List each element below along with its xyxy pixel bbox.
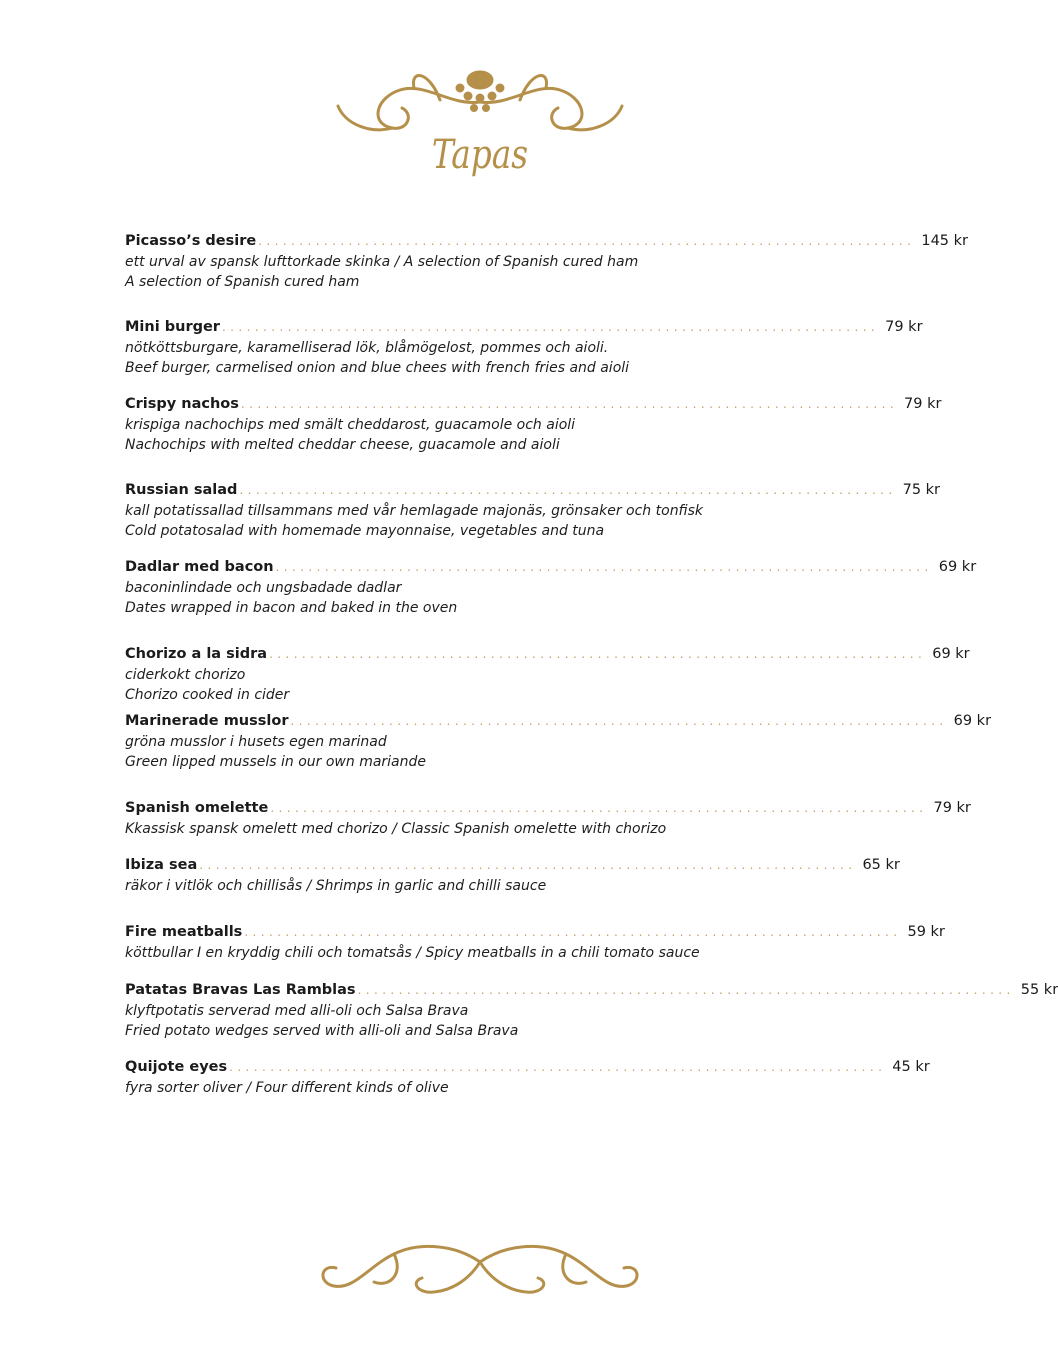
item-name: Mini burger xyxy=(125,319,220,335)
page-title: Tapas xyxy=(431,132,529,178)
leader-dots: ................................................................................ xyxy=(240,397,899,411)
item-description: Dates wrapped in bacon and baked in the oven xyxy=(125,599,458,616)
item-description: fyra sorter oliver / Four different kinds of olive xyxy=(125,1080,449,1096)
menu-item xyxy=(125,396,942,455)
item-name: Crispy nachos xyxy=(125,396,239,412)
menu-item xyxy=(125,800,971,840)
leader-dots: ................................................................................ xyxy=(244,925,902,939)
ornament-top-icon xyxy=(330,62,630,140)
leader-dots: ................................................................................ xyxy=(221,320,880,334)
item-description: Green lipped mussels in our own mariande xyxy=(125,753,427,770)
ornament-bottom-icon xyxy=(314,1238,646,1310)
item-description: Kkassisk spansk omelett med chorizo / Classic Spanish omelette with chorizo xyxy=(125,821,667,837)
leader-dots: ................................................................................ xyxy=(290,714,948,728)
item-name: Picasso’s desire xyxy=(125,233,257,249)
leader-dots: ................................................................................ xyxy=(239,483,897,497)
item-name: Russian salad xyxy=(125,482,238,498)
leader-dots: ................................................................................ xyxy=(357,983,1015,997)
item-name: Fire meatballs xyxy=(125,924,243,940)
item-description: ett urval av spansk lufttorkade skinka / A selection of Spanish cured ham xyxy=(125,254,639,270)
item-price: 45 kr xyxy=(892,1059,930,1075)
item-description: ciderkokt chorizo xyxy=(125,667,246,683)
item-description: A selection of Spanish cured ham xyxy=(125,273,360,290)
item-name: Spanish omelette xyxy=(125,800,269,816)
item-price: 69 kr xyxy=(932,646,970,662)
item-name: Dadlar med bacon xyxy=(125,559,274,575)
item-description: köttbullar I en kryddig chili och tomatsås / Spicy meatballs in a chili tomato sauce xyxy=(125,945,700,961)
item-price: 59 kr xyxy=(907,924,945,940)
item-price: 79 kr xyxy=(933,800,971,816)
item-description: räkor i vitlök och chillisås / Shrimps in garlic and chilli sauce xyxy=(125,878,547,894)
menu-item xyxy=(125,559,977,618)
leader-dots: ................................................................................ xyxy=(199,858,857,872)
item-price: 69 kr xyxy=(938,559,977,575)
item-name: Ibiza sea xyxy=(125,857,198,873)
item-price: 145 kr xyxy=(921,233,968,249)
menu-item xyxy=(125,319,923,378)
menu-item xyxy=(125,646,970,705)
item-description: krispiga nachochips med smält cheddarost, guacamole och aioli xyxy=(125,417,576,433)
item-price: 79 kr xyxy=(885,319,923,335)
item-price: 69 kr xyxy=(953,713,992,729)
item-description: kall potatissallad tillsammans med vår hemlagade majonäs, grönsaker och tonfisk xyxy=(125,503,704,519)
leader-dots: ................................................................................ xyxy=(229,1060,887,1074)
item-price: 75 kr xyxy=(902,482,941,498)
item-description: gröna musslor i husets egen marinad xyxy=(125,734,387,750)
menu-item xyxy=(125,924,945,964)
menu-item xyxy=(125,233,968,292)
leader-dots: ................................................................................ xyxy=(269,647,927,661)
menu-item xyxy=(125,982,1058,1041)
item-description: nötköttsburgare, karamelliserad lök, blåmögelost, pommes och aioli. xyxy=(125,340,609,356)
item-description: Nachochips with melted cheddar cheese, guacamole and aioli xyxy=(125,436,560,453)
item-name: Chorizo a la sidra xyxy=(125,646,268,662)
menu-item xyxy=(125,1059,930,1099)
item-price: 55 kr xyxy=(1020,982,1058,998)
item-name: Patatas Bravas Las Ramblas xyxy=(125,982,356,998)
menu-item xyxy=(125,482,941,541)
item-price: 79 kr xyxy=(904,396,942,412)
leader-dots: ................................................................................ xyxy=(270,801,928,815)
item-price: 65 kr xyxy=(862,857,900,873)
item-name: Quijote eyes xyxy=(125,1059,228,1075)
leader-dots: ................................................................................ xyxy=(258,234,916,248)
leader-dots: ................................................................................ xyxy=(275,560,933,574)
menu-item xyxy=(125,713,992,772)
menu-item xyxy=(125,857,900,897)
item-name: Marinerade musslor xyxy=(125,713,289,729)
item-description: klyftpotatis serverad med alli-oli och Salsa Brava xyxy=(125,1003,469,1019)
item-description: Chorizo cooked in cider xyxy=(125,686,290,703)
item-description: Beef burger, carmelised onion and blue chees with french fries and aioli xyxy=(125,359,630,376)
item-description: baconinlindade och ungsbadade dadlar xyxy=(125,580,402,596)
item-description: Fried potato wedges served with alli-oli and Salsa Brava xyxy=(125,1022,519,1039)
item-description: Cold potatosalad with homemade mayonnaise, vegetables and tuna xyxy=(125,522,605,539)
